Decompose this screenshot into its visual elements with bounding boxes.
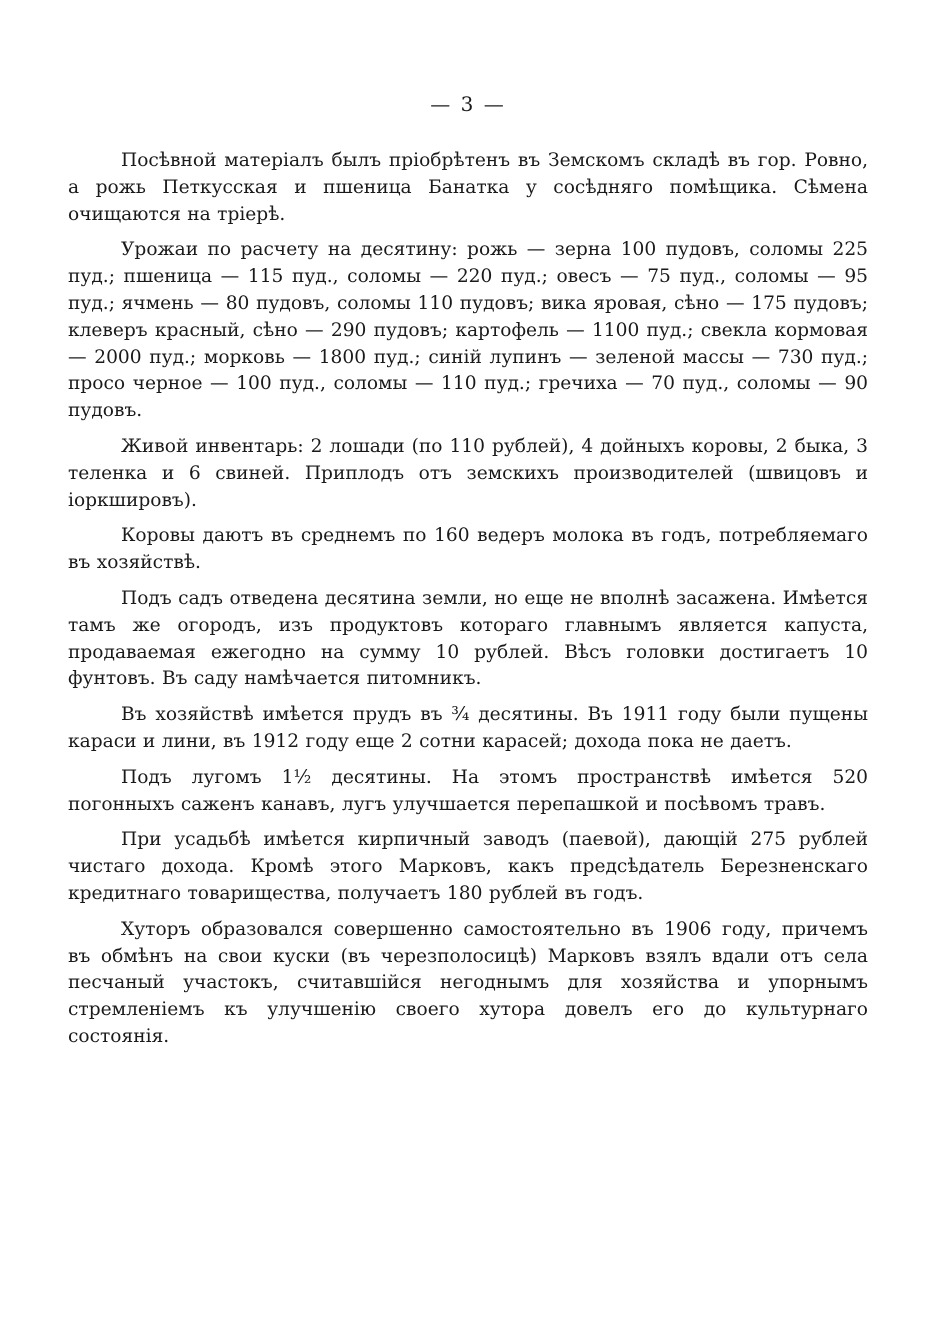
page-number: — 3 — [430, 92, 506, 116]
paragraph-livestock: Живой инвентарь: 2 лошади (по 110 рублей), 4 дойныхъ коровы, 2 быка, 3 теленка и 6 свиней. Приплодъ отъ земскихъ производителей (швицовъ и іоркшировъ). [68, 435, 868, 511]
paragraph-garden: Подъ садъ отведена десятина земли, но еще не вполнѣ засажена. Имѣется тамъ же огородъ, изъ продуктовъ котораго главнымъ является капуста, продаваемая ежегодно на сумму 10 рублей. Вѣсъ головки достигаетъ 10 фунтовъ. Въ саду намѣчается питомникъ. [68, 587, 868, 690]
paragraph-meadow: Подъ лугомъ 1½ десятины. На этомъ пространствѣ имѣется 520 погонныхъ саженъ канавъ, лугъ улучшается перепашкой и посѣвомъ травъ. [68, 766, 868, 815]
body-text [68, 148, 868, 1051]
paragraph-brick-factory: При усадьбѣ имѣется кирпичный заводъ (паевой), дающій 275 рублей чистаго дохода. Кромѣ этого Марковъ, какъ предсѣдатель Березненскаго кредитнаго товарищества, получаетъ 180 рублей въ годъ. [68, 829, 868, 904]
paragraph-milk-yield: Коровы даютъ въ среднемъ по 160 ведеръ молока въ годъ, потребляемаго въ хозяйствѣ. [68, 525, 868, 574]
paragraph-seed-material: Посѣвной матеріалъ былъ пріобрѣтенъ въ Земскомъ складѣ въ гор. Ровно, а рожь Петкусская и пшеница Банатка у сосѣдняго помѣщика. Сѣмена очищаются на тріерѣ. [68, 150, 868, 225]
paragraph-harvest-yields: Урожаи по расчету на десятину: рожь — зерна 100 пудовъ, соломы 225 пуд.; пшеница — 115 пуд., соломы — 220 пуд.; овесъ — 75 пуд., соломы — 95 пуд.; ячмень — 80 пудовъ, соломы 110 пудовъ; вика яровая, сѣно — 175 пудовъ; клеверъ красный, сѣно — 290 пудовъ; картофель — 1100 пуд.; свекла кормовая — 2000 пуд.; морковь — 1800 пуд.; синій лупинъ — зеленой массы — 730 пуд.; просо черное — 100 пуд., соломы — 110 пуд.; гречиха — 70 пуд., соломы — 90 пудовъ. [68, 239, 868, 422]
paragraph-pond: Въ хозяйствѣ имѣется прудъ въ ¾ десятины. Въ 1911 году были пущены караси и лини, въ 1912 году еще 2 сотни карасей; дохода пока не даетъ. [68, 704, 868, 752]
paragraph-farm-history: Хуторъ образовался совершенно самостоятельно въ 1906 году, причемъ въ обмѣнъ на свои куски (въ черезполосицѣ) Марковъ взялъ вдали отъ села песчаный участокъ, считавшійся негоднымъ для хозяйства и упорнымъ стремленіемъ къ улучшенію своего хутора довелъ его до культурнаго состоянія. [68, 918, 868, 1047]
